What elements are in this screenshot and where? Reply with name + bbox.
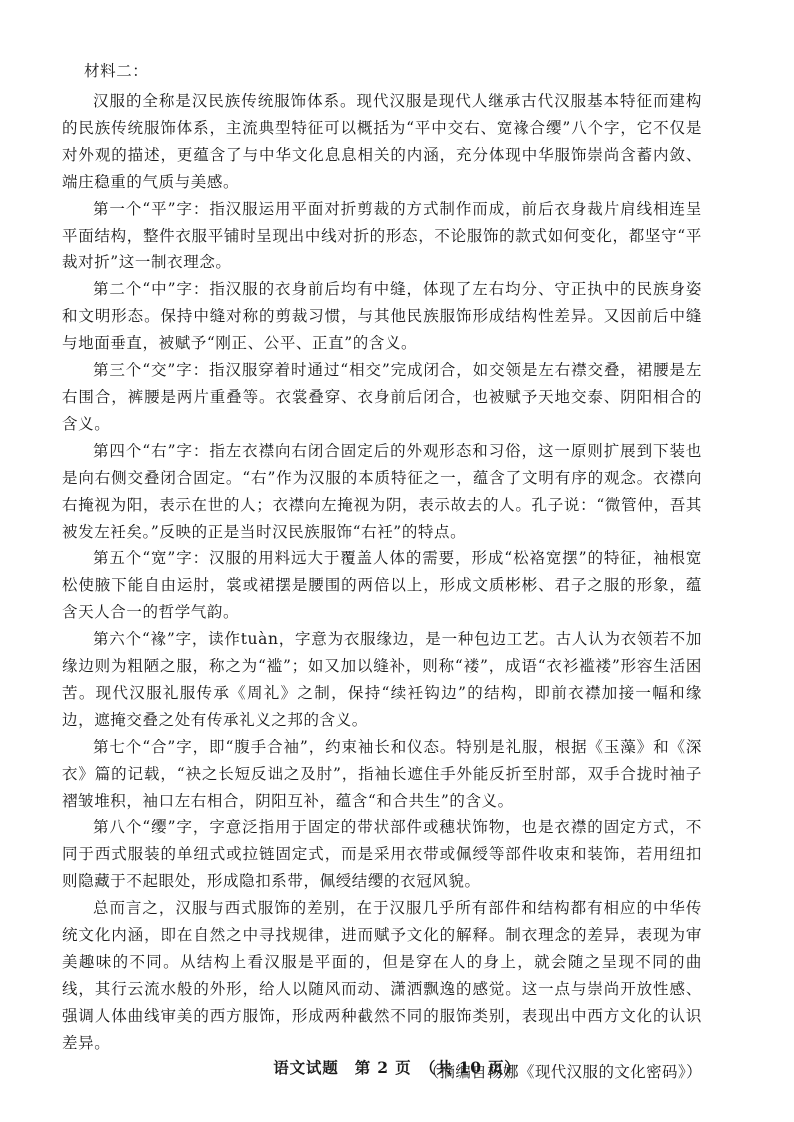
paragraph-he: 第七个“合”字，即“腹手合袖”，约束袖长和仪态。特别是礼服，根据《玉藻》和《深衣》篇的记载，“袂之长短反诎之及肘”，指袖长遮住手外能反折至肘部，双手合拢时袖子褶皱堆积，袖口左右相合，阴阳互补，蕴含“和合共生”的含义。 [62,737,702,810]
section-label: 材料二： [84,62,149,80]
page-footer: 语文试题 第 2 页 （共 10 页） [273,1058,521,1077]
paragraph-jiao: 第三个“交”字：指汉服穿着时通过“相交”完成闭合，如交领是左右襟交叠，裙腰是左右围合，裤腰是两片重叠等。衣裳叠穿、衣身前后闭合，也被赋予天地交泰、阴阳相合的含义。 [62,361,702,433]
paragraph-you: 第四个“右”字：指左衣襟向右闭合固定后的外观形态和习俗，这一原则扩展到下装也是向右侧交叠闭合固定。“右”作为汉服的本质特征之一，蕴含了文明有序的观念。衣襟向右掩视为阳，表示在世的人；衣襟向左掩视为阴，表示故去的人。孔子说：“微管仲，吾其被发左衽矣。”反映的正是当时汉民族服饰“右衽”的特点。 [62,441,702,541]
source-citation: （摘编自杨娜《现代汉服的文化密码》） [423,1062,702,1081]
paragraph-zhong: 第二个“中”字：指汉服的衣身前后均有中缝，体现了左右均分、守正执中的民族身姿和文明形态。保持中缝对称的剪裁习惯，与其他民族服饰形成结构性差异。又因前后中缝与地面垂直，被赋予“刚正、公平、正直”的含义。 [62,280,702,353]
paragraph-tuan: 第六个“褖”字，读作tuàn，字意为衣服缘边，是一种包边工艺。古人认为衣领若不加缘边则为粗陋之服，称之为“褴”；如又加以缝补，则称“褛”，成语“衣衫褴褛”形容生活困苦。现代汉服礼服传承《周礼》之制，保持“续衽钩边”的结构，即前衣襟加接一幅和缘边，遮掩交叠之处有传承礼义之邦的含义。 [62,630,702,729]
paragraph-ying: 第八个“缨”字，字意泛指用于固定的带状部件或穗状饰物，也是衣襟的固定方式，不同于西式服装的单纽式或拉链固定式，而是采用衣带或佩绶等部件收束和装饰，若用纽扣则隐藏于不起眼处，形成隐扣系带，佩绶结缨的衣冠风貌。 [62,818,702,891]
paragraph-kuan: 第五个“宽”字：汉服的用料远大于覆盖人体的需要，形成“松袼宽摆”的特征，袖根宽松使腋下能自由运肘，裳或裙摆是腰围的两倍以上，形成文质彬彬、君子之服的形象，蕴含天人合一的哲学气韵。 [62,549,702,622]
paragraph-conclusion: 总而言之，汉服与西式服饰的差别，在于汉服几乎所有部件和结构都有相应的中华传统文化内涵，即在自然之中寻找规律，进而赋予文化的解释。制衣理念的差异，表现为审美趣味的不同。从结构上看汉服是平面的，但是穿在人的身上，就会随之呈现不同的曲线，其行云流水般的外形，给人以随风而动、潇洒飘逸的感觉。这一点与崇尚开放性感、强调人体曲线审美的西方服饰，形成两种截然不同的服饰类别，表现出中西方文化的认识差异。 [62,899,702,1052]
paragraph-intro: 汉服的全称是汉民族传统服饰体系。现代汉服是现代人继承古代汉服基本特征而建构的民族传统服饰体系，主流典型特征可以概括为“平中交右、宽褖合缨”八个字，它不仅是对外观的描述，更蕴含了与中华文化息息相关的内涵，充分体现中华服饰崇尚含蓄内敛、端庄稳重的气质与美感。 [62,92,702,191]
paragraph-ping: 第一个“平”字：指汉服运用平面对折剪裁的方式制作而成，前后衣身裁片肩线相连呈平面结构，整件衣服平铺时呈现出中线对折的形态，不论服饰的款式如何变化，都坚守“平裁对折”这一制衣理念。 [62,199,702,272]
